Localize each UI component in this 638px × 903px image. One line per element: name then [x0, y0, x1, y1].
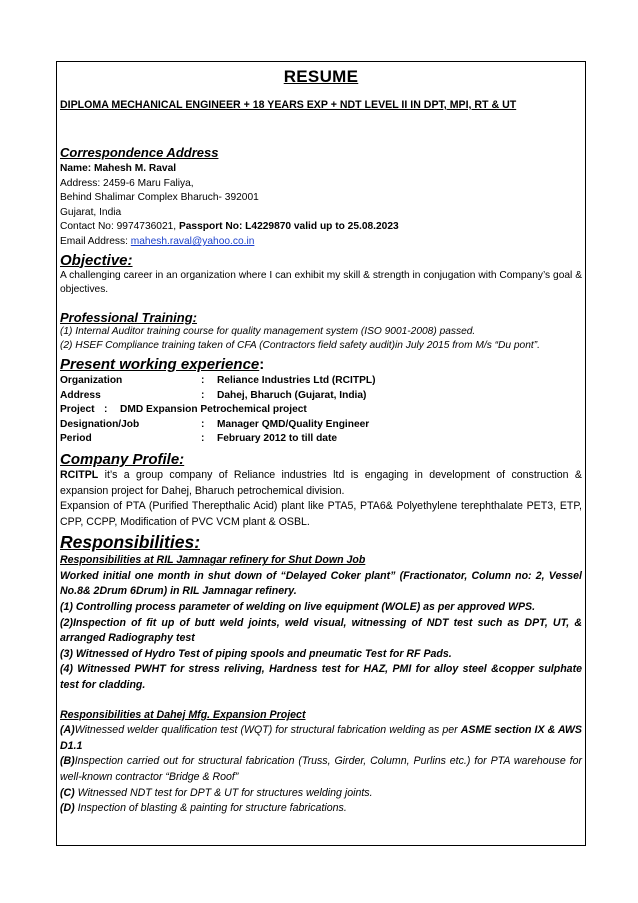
exp-row-designation: Designation/Job : Manager QMD/Quality Engineer [60, 418, 370, 430]
company-heading: Company Profile: [60, 450, 185, 468]
training-section [60, 310, 582, 354]
dahej-heading: Responsibilities at Dahej Mfg. Expansion Project [60, 708, 306, 721]
jamnagar-item-1: (1) Controlling process parameter of welding on live equipment (WOLE) as per approved WPS. [60, 601, 536, 614]
dahej-item-c: (C) Witnessed NDT test for DPT & UT for structures welding joints. [60, 786, 373, 799]
experience-section [60, 356, 582, 447]
address-line-2: Behind Shalimar Complex Bharuch- 392001 [60, 192, 259, 204]
exp-row-project: Project : DMD Expansion Petrochemical project [60, 404, 307, 416]
dahej-item-a: (A)Witnessed welder qualification test (WQT) for structural fabrication welding as per ASME section IX & AWS D1.1 [60, 724, 582, 752]
objective-heading: Objective: [60, 251, 133, 269]
company-text-1: RCITPL it’s a group company of Reliance industries ltd is engaging in development of construction & expansion project for Dahej, Bharuch petrochemical division. [60, 468, 582, 497]
exp-row-address: Address : Dahej, Bharuch (Gujarat, India) [60, 389, 367, 401]
email-line [60, 235, 582, 250]
responsibilities-heading: Responsibilities: [60, 532, 201, 553]
email-link[interactable]: mahesh.raval@yahoo.co.in [130, 235, 255, 247]
company-text-2: Expansion of PTA (Purified Therepthalic Acid) plant like PTA5, PTA6& Polyethylene terephthalate PET3, ETP, CPP, CCPP, Modification of PVC VCM plant & OSBL. [60, 500, 582, 528]
jamnagar-heading: Responsibilities at RIL Jamnagar refinery for Shut Down Job [60, 554, 366, 567]
training-heading: Professional Training: [60, 309, 198, 325]
jamnagar-item-2: (2)Inspection of fit up of butt weld joints, weld visual, witnessing of NDT test such as DPT, UT, & arranged Radiography test [60, 616, 582, 645]
jamnagar-item-0: Worked initial one month in shut down of “Delayed Coker plant” (Fractionator, Column no: 2, Vessel No.8& 2Drum 6Drum) in RIL Jamnagar refinery. [60, 569, 582, 598]
correspondence-heading: Correspondence Address [60, 145, 219, 160]
experience-heading-colon: : [259, 355, 265, 373]
exp-row-organization: Organization : Reliance Industries Ltd (RCITPL) [60, 374, 376, 386]
jamnagar-item-3: (3) Witnessed of Hydro Test of piping spools and pneumatic Test for RF Pads. [60, 647, 452, 660]
contact-number: Contact No: 9974736021, [60, 221, 179, 233]
responsibilities-section [60, 532, 582, 817]
experience-heading [60, 356, 582, 374]
correspondence-section [60, 145, 582, 250]
address-line-3: Gujarat, India [60, 206, 122, 218]
name-line: Name: Mahesh M. Raval [60, 163, 177, 174]
dahej-item-d: (D) Inspection of blasting & painting for structure fabrications. [60, 802, 347, 815]
objective-text: A challenging career in an organization where I can exhibit my skill & strength in conjugation with Company’s goal & objectives. [60, 269, 582, 296]
training-item-2: (2) HSEF Compliance training taken of CFA (Contractors field safety audit)in July 2015 from M/s “Du pont”. [60, 340, 540, 352]
page-title: RESUME [283, 67, 359, 86]
address-line-1: Address: 2459-6 Maru Faliya, [60, 177, 194, 189]
email-label: Email Address: [60, 235, 131, 247]
jamnagar-item-4: (4) Witnessed PWHT for stress reliving, Hardness test for HAZ, PMI for alloy steel &copper sulphate test for cladding. [60, 663, 582, 692]
dahej-item-b: (B)Inspection carried out for structural fabrication (Truss, Girder, Column, Purlins etc.) for PTA warehouse for well-known contractor “Bridge & Roof” [60, 755, 582, 783]
resume-content [60, 65, 582, 817]
exp-row-period: Period : February 2012 to till date [60, 433, 338, 445]
contact-line [60, 220, 582, 235]
headline: DIPLOMA MECHANICAL ENGINEER + 18 YEARS EXP + NDT LEVEL II IN DPT, MPI, RT & UT [60, 99, 517, 111]
company-section [60, 451, 582, 530]
objective-section [60, 252, 582, 298]
experience-heading-text: Present working experience [60, 355, 260, 373]
training-item-1: (1) Internal Auditor training course for quality management system (ISO 9001-2008) passed. [60, 325, 476, 337]
passport-info: Passport No: L4229870 valid up to 25.08.2023 [178, 221, 399, 233]
